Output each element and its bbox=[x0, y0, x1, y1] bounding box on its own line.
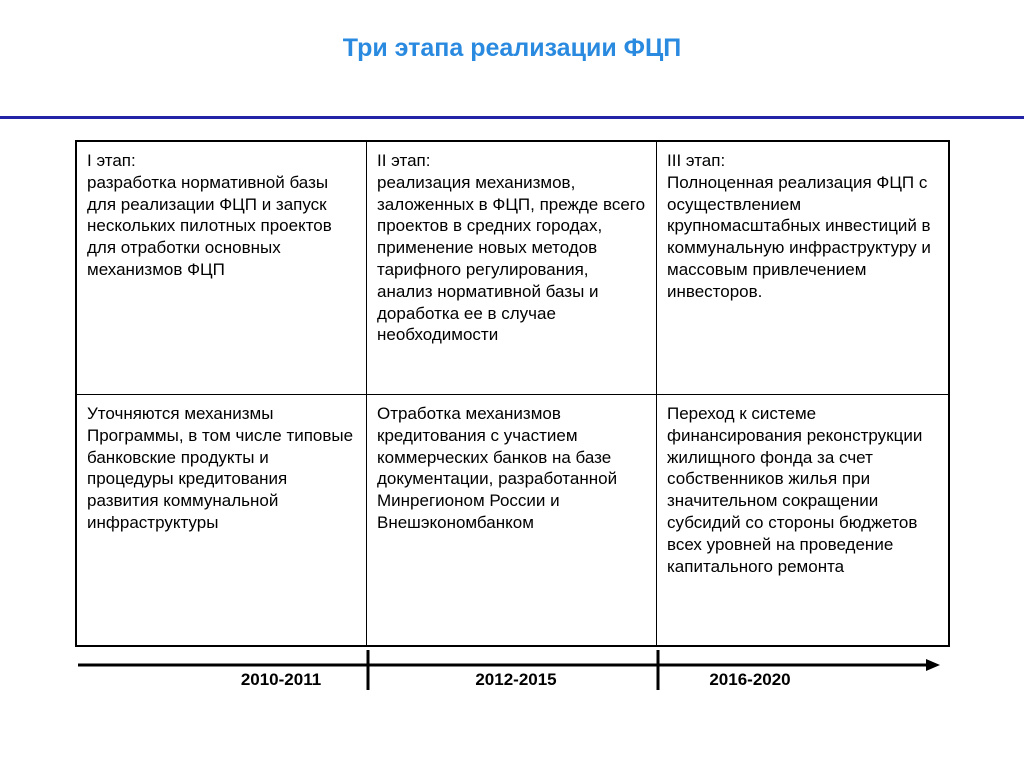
title-divider bbox=[0, 116, 1024, 119]
timeline-period-2: 2012-2015 bbox=[475, 670, 557, 689]
table-cell-stage2-details: Отработка механизмов кредитования с участием коммерческих банков на базе документации, разработанной Минрегионом России и Внешэкономбанком bbox=[367, 395, 657, 645]
stages-table bbox=[75, 140, 950, 647]
table-cell-stage2-description: II этап: реализация механизмов, заложенных в ФЦП, прежде всего проектов в средних городах, применение новых методов тарифного регулирования, анализ нормативной базы и доработка ее в случае необходимости bbox=[367, 142, 657, 395]
timeline-period-3: 2016-2020 bbox=[709, 670, 791, 689]
table-cell-stage3-description: III этап: Полноценная реализация ФЦП с осуществлением крупномасштабных инвестиций в коммунальную инфраструктуру и массовым привлечением инвесторов. bbox=[657, 142, 948, 395]
table-cell-stage3-details: Переход к системе финансирования реконструкции жилищного фонда за счет собственников жилья при значительном сокращении субсидий со стороны бюджетов всех уровней на проведение капитального ремонта bbox=[667, 404, 923, 576]
page-title: Три этапа реализации ФЦП bbox=[342, 34, 682, 62]
timeline-period-1: 2010-2011 bbox=[240, 670, 322, 689]
table-cell-stage1-description: I этап: разработка нормативной базы для реализации ФЦП и запуск нескольких пилотных проектов для отработки основных механизмов ФЦП bbox=[77, 142, 367, 395]
timeline-arrow-icon bbox=[926, 659, 940, 671]
table-cell-stage1-details: Уточняются механизмы Программы, в том числе типовые банковские продукты и процедуры кредитования развития коммунальной инфраструктуры bbox=[77, 395, 367, 645]
